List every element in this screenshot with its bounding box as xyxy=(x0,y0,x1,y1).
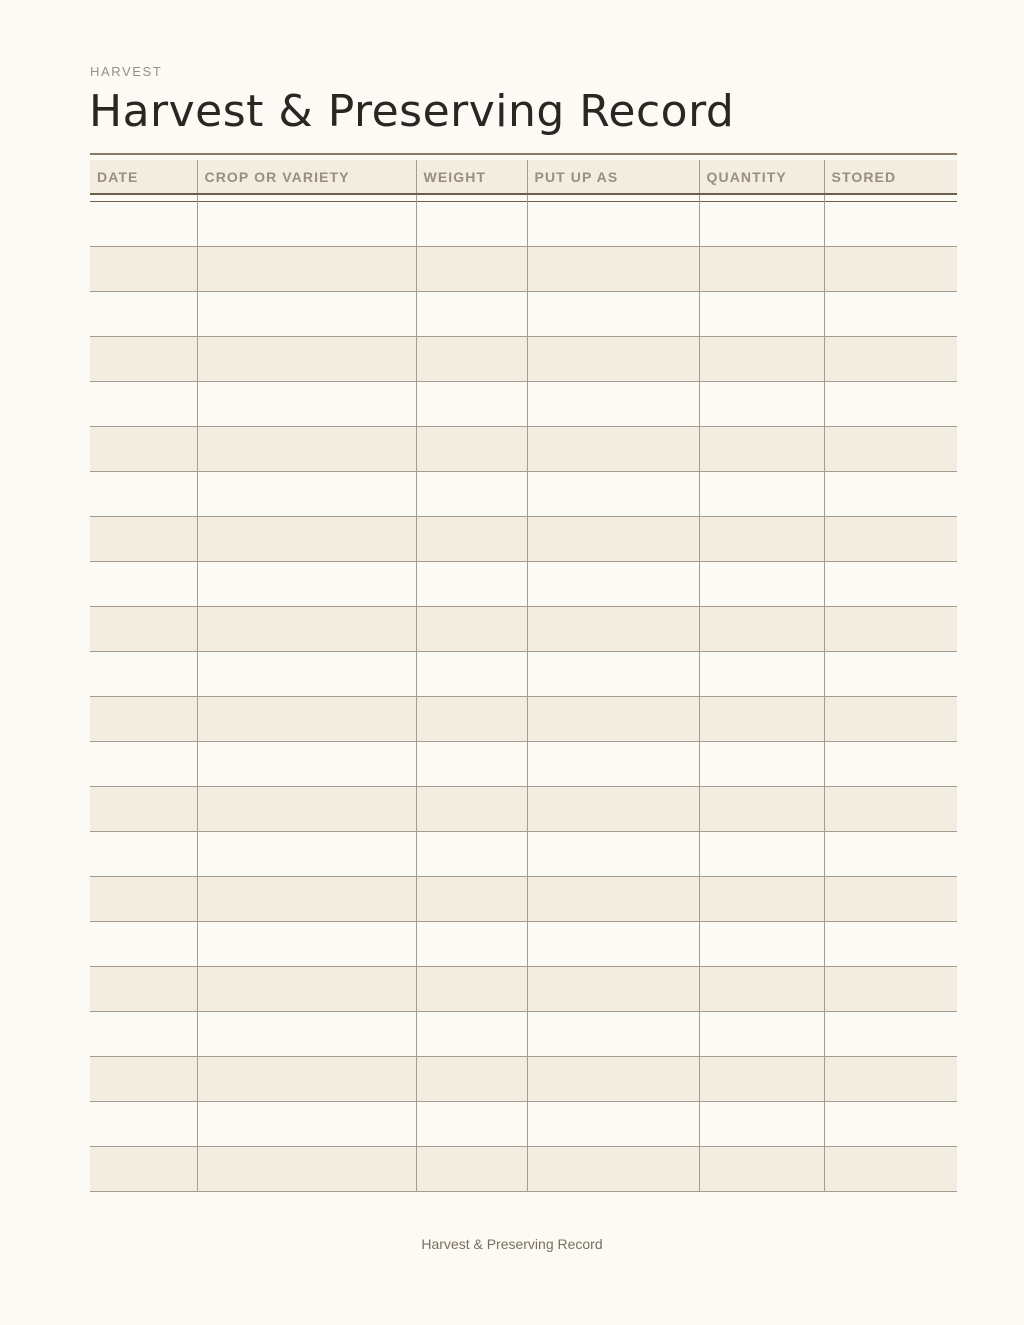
cell-crop-or-variety[interactable] xyxy=(197,247,416,292)
cell-date[interactable] xyxy=(90,1102,197,1147)
cell-weight[interactable] xyxy=(416,607,527,652)
cell-date[interactable] xyxy=(90,652,197,697)
cell-put-up-as[interactable] xyxy=(527,202,699,247)
cell-put-up-as[interactable] xyxy=(527,427,699,472)
cell-crop-or-variety[interactable] xyxy=(197,292,416,337)
cell-stored[interactable] xyxy=(824,1147,957,1192)
table-row xyxy=(90,742,957,787)
page-title: Harvest & Preserving Record xyxy=(89,86,735,137)
cell-put-up-as[interactable] xyxy=(527,742,699,787)
cell-weight[interactable] xyxy=(416,1147,527,1192)
cell-crop-or-variety[interactable] xyxy=(197,1012,416,1057)
cell-weight[interactable] xyxy=(416,1012,527,1057)
cell-stored[interactable] xyxy=(824,427,957,472)
cell-date[interactable] xyxy=(90,922,197,967)
cell-crop-or-variety[interactable] xyxy=(197,607,416,652)
cell-weight[interactable] xyxy=(416,967,527,1012)
cell-quantity[interactable] xyxy=(699,517,824,562)
cell-put-up-as[interactable] xyxy=(527,562,699,607)
cell-crop-or-variety[interactable] xyxy=(197,1057,416,1102)
table-row xyxy=(90,652,957,697)
cell-quantity[interactable] xyxy=(699,247,824,292)
column-header-crop-or-variety: CROP OR VARIETY xyxy=(197,160,416,194)
cell-date[interactable] xyxy=(90,247,197,292)
cell-put-up-as[interactable] xyxy=(527,1012,699,1057)
cell-quantity[interactable] xyxy=(699,427,824,472)
table-row xyxy=(90,1012,957,1057)
cell-put-up-as[interactable] xyxy=(527,877,699,922)
table-row xyxy=(90,922,957,967)
section-eyebrow: HARVEST xyxy=(90,64,163,79)
table-row xyxy=(90,382,957,427)
table-row xyxy=(90,1147,957,1192)
cell-quantity[interactable] xyxy=(699,337,824,382)
cell-weight[interactable] xyxy=(416,337,527,382)
cell-weight[interactable] xyxy=(416,1057,527,1102)
cell-crop-or-variety[interactable] xyxy=(197,652,416,697)
cell-put-up-as[interactable] xyxy=(527,922,699,967)
cell-quantity[interactable] xyxy=(699,877,824,922)
column-header-weight: WEIGHT xyxy=(416,160,527,194)
cell-quantity[interactable] xyxy=(699,292,824,337)
cell-crop-or-variety[interactable] xyxy=(197,382,416,427)
cell-stored[interactable] xyxy=(824,832,957,877)
cell-quantity[interactable] xyxy=(699,1147,824,1192)
cell-quantity[interactable] xyxy=(699,1057,824,1102)
cell-crop-or-variety[interactable] xyxy=(197,562,416,607)
cell-crop-or-variety[interactable] xyxy=(197,787,416,832)
cell-put-up-as[interactable] xyxy=(527,247,699,292)
cell-quantity[interactable] xyxy=(699,742,824,787)
cell-crop-or-variety[interactable] xyxy=(197,337,416,382)
table-header-row xyxy=(90,160,957,194)
cell-crop-or-variety[interactable] xyxy=(197,967,416,1012)
cell-put-up-as[interactable] xyxy=(527,1102,699,1147)
column-header-date: DATE xyxy=(90,160,197,194)
cell-crop-or-variety[interactable] xyxy=(197,1102,416,1147)
cell-stored[interactable] xyxy=(824,202,957,247)
cell-stored[interactable] xyxy=(824,742,957,787)
cell-put-up-as[interactable] xyxy=(527,517,699,562)
cell-crop-or-variety[interactable] xyxy=(197,517,416,562)
cell-date[interactable] xyxy=(90,337,197,382)
table-row xyxy=(90,832,957,877)
cell-stored[interactable] xyxy=(824,967,957,1012)
cell-quantity[interactable] xyxy=(699,652,824,697)
cell-weight[interactable] xyxy=(416,517,527,562)
cell-weight[interactable] xyxy=(416,787,527,832)
table-row xyxy=(90,967,957,1012)
cell-crop-or-variety[interactable] xyxy=(197,742,416,787)
cell-weight[interactable] xyxy=(416,652,527,697)
table-row xyxy=(90,472,957,517)
cell-crop-or-variety[interactable] xyxy=(197,697,416,742)
cell-quantity[interactable] xyxy=(699,922,824,967)
cell-weight[interactable] xyxy=(416,697,527,742)
cell-crop-or-variety[interactable] xyxy=(197,427,416,472)
table-row xyxy=(90,427,957,472)
cell-date[interactable] xyxy=(90,1057,197,1102)
cell-quantity[interactable] xyxy=(699,472,824,517)
cell-weight[interactable] xyxy=(416,1102,527,1147)
cell-date[interactable] xyxy=(90,607,197,652)
cell-put-up-as[interactable] xyxy=(527,472,699,517)
cell-stored[interactable] xyxy=(824,607,957,652)
cell-date[interactable] xyxy=(90,562,197,607)
cell-weight[interactable] xyxy=(416,472,527,517)
cell-stored[interactable] xyxy=(824,652,957,697)
cell-weight[interactable] xyxy=(416,742,527,787)
cell-date[interactable] xyxy=(90,1012,197,1057)
cell-weight[interactable] xyxy=(416,922,527,967)
cell-date[interactable] xyxy=(90,202,197,247)
column-header-stored: STORED xyxy=(824,160,957,194)
cell-weight[interactable] xyxy=(416,202,527,247)
title-divider xyxy=(90,153,957,155)
cell-date[interactable] xyxy=(90,877,197,922)
cell-quantity[interactable] xyxy=(699,562,824,607)
cell-quantity[interactable] xyxy=(699,382,824,427)
cell-date[interactable] xyxy=(90,427,197,472)
cell-crop-or-variety[interactable] xyxy=(197,472,416,517)
cell-put-up-as[interactable] xyxy=(527,652,699,697)
cell-stored[interactable] xyxy=(824,562,957,607)
cell-stored[interactable] xyxy=(824,877,957,922)
header-gap xyxy=(90,194,957,202)
cell-put-up-as[interactable] xyxy=(527,1057,699,1102)
cell-stored[interactable] xyxy=(824,1057,957,1102)
table-row xyxy=(90,202,957,247)
cell-stored[interactable] xyxy=(824,517,957,562)
cell-put-up-as[interactable] xyxy=(527,832,699,877)
cell-crop-or-variety[interactable] xyxy=(197,832,416,877)
cell-date[interactable] xyxy=(90,787,197,832)
cell-stored[interactable] xyxy=(824,247,957,292)
cell-put-up-as[interactable] xyxy=(527,292,699,337)
table-row xyxy=(90,1057,957,1102)
table-row xyxy=(90,247,957,292)
table-row xyxy=(90,697,957,742)
cell-quantity[interactable] xyxy=(699,607,824,652)
cell-weight[interactable] xyxy=(416,292,527,337)
cell-stored[interactable] xyxy=(824,292,957,337)
cell-date[interactable] xyxy=(90,517,197,562)
cell-quantity[interactable] xyxy=(699,787,824,832)
table-row xyxy=(90,607,957,652)
cell-weight[interactable] xyxy=(416,562,527,607)
table-row xyxy=(90,562,957,607)
cell-stored[interactable] xyxy=(824,382,957,427)
table-row xyxy=(90,292,957,337)
cell-date[interactable] xyxy=(90,292,197,337)
cell-crop-or-variety[interactable] xyxy=(197,922,416,967)
harvest-log-table xyxy=(90,160,957,1192)
cell-date[interactable] xyxy=(90,1147,197,1192)
column-header-put-up-as: PUT UP AS xyxy=(527,160,699,194)
cell-date[interactable] xyxy=(90,742,197,787)
column-header-quantity: QUANTITY xyxy=(699,160,824,194)
cell-put-up-as[interactable] xyxy=(527,697,699,742)
table-row xyxy=(90,1102,957,1147)
table-body xyxy=(90,194,957,1192)
table-row xyxy=(90,337,957,382)
cell-put-up-as[interactable] xyxy=(527,1147,699,1192)
cell-date[interactable] xyxy=(90,472,197,517)
cell-weight[interactable] xyxy=(416,877,527,922)
cell-date[interactable] xyxy=(90,832,197,877)
cell-put-up-as[interactable] xyxy=(527,607,699,652)
table-row xyxy=(90,787,957,832)
cell-crop-or-variety[interactable] xyxy=(197,202,416,247)
cell-quantity[interactable] xyxy=(699,967,824,1012)
table-row xyxy=(90,877,957,922)
page-footer: Harvest & Preserving Record xyxy=(421,1236,603,1252)
cell-stored[interactable] xyxy=(824,472,957,517)
cell-put-up-as[interactable] xyxy=(527,967,699,1012)
cell-weight[interactable] xyxy=(416,427,527,472)
cell-weight[interactable] xyxy=(416,832,527,877)
cell-date[interactable] xyxy=(90,967,197,1012)
cell-crop-or-variety[interactable] xyxy=(197,1147,416,1192)
cell-stored[interactable] xyxy=(824,337,957,382)
cell-put-up-as[interactable] xyxy=(527,787,699,832)
cell-stored[interactable] xyxy=(824,922,957,967)
table-row xyxy=(90,517,957,562)
cell-put-up-as[interactable] xyxy=(527,337,699,382)
cell-quantity[interactable] xyxy=(699,697,824,742)
cell-quantity[interactable] xyxy=(699,1012,824,1057)
cell-date[interactable] xyxy=(90,697,197,742)
cell-quantity[interactable] xyxy=(699,202,824,247)
cell-quantity[interactable] xyxy=(699,1102,824,1147)
cell-quantity[interactable] xyxy=(699,832,824,877)
cell-weight[interactable] xyxy=(416,382,527,427)
cell-stored[interactable] xyxy=(824,787,957,832)
cell-crop-or-variety[interactable] xyxy=(197,877,416,922)
cell-stored[interactable] xyxy=(824,697,957,742)
cell-stored[interactable] xyxy=(824,1012,957,1057)
cell-weight[interactable] xyxy=(416,247,527,292)
cell-date[interactable] xyxy=(90,382,197,427)
cell-stored[interactable] xyxy=(824,1102,957,1147)
cell-put-up-as[interactable] xyxy=(527,382,699,427)
